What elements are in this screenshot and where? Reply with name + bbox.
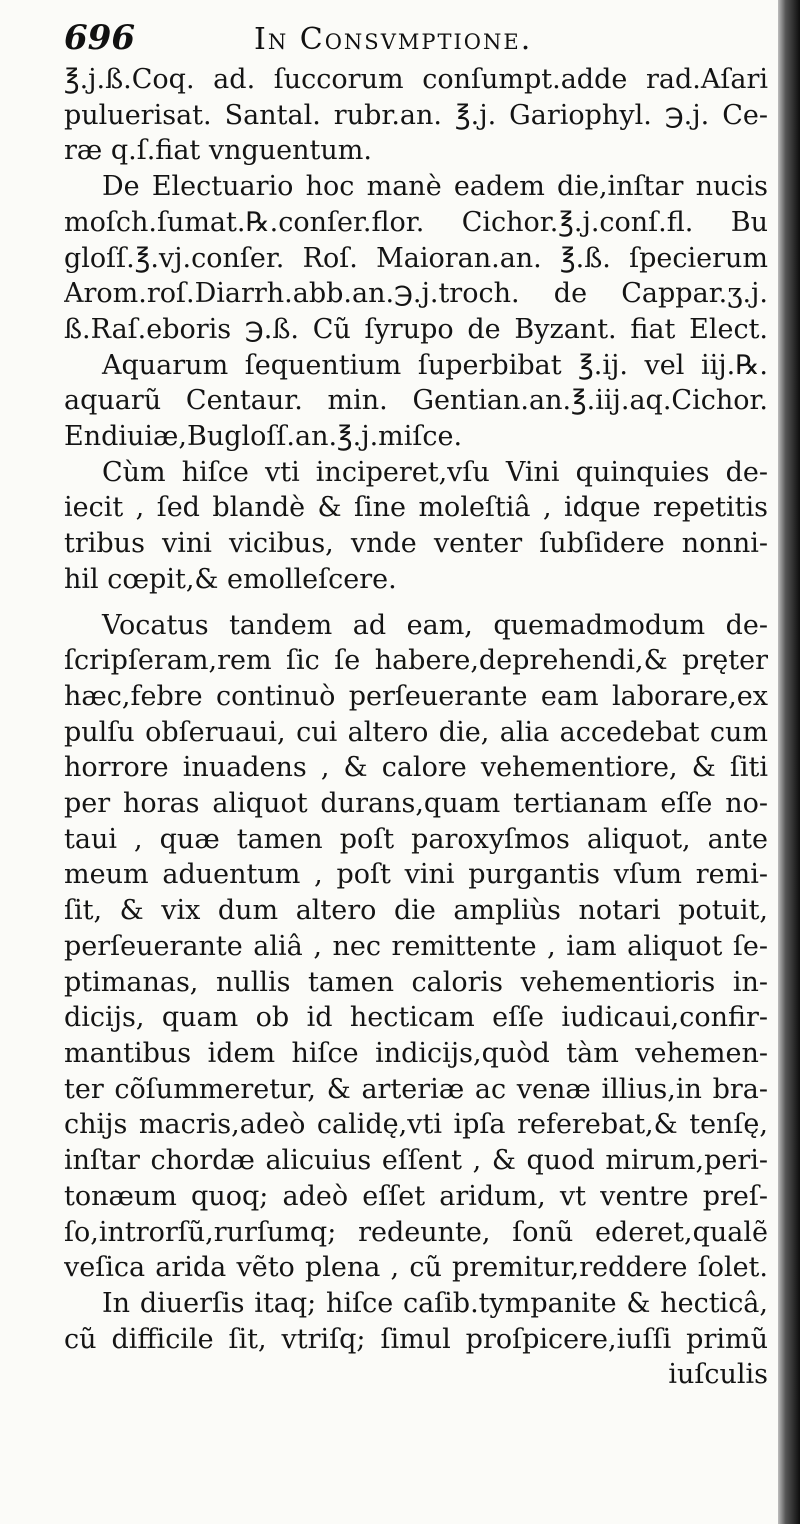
page-edge-shadow: [778, 0, 800, 1524]
text-line: ter cõſummeretur, & arteriæ ac venæ illius,in bra-: [64, 1073, 768, 1105]
text-line: In diuerſis itaq; hiſce caſib.tympanite & hecticâ,: [102, 1287, 768, 1319]
text-line: gloſſ.℥.vj.conſer. Roſ. Maioran.an. ℥.ß. ſpecierum: [64, 242, 768, 274]
body-text: [64, 62, 768, 1393]
page-header: [64, 14, 764, 64]
text-line: ſcripſeram,rem ſic ſe habere,deprehendi,& pręter: [64, 645, 768, 677]
paragraph-gap: [64, 598, 768, 608]
text-line: Arom.roſ.Diarrh.abb.an.℈.j.troch. de Cappar.ʒ.j.: [64, 278, 768, 310]
text-line: De Electuario hoc manè eadem die,inſtar nucis: [102, 171, 768, 203]
text-line: Vocatus tandem ad eam, quemadmodum de-: [102, 609, 768, 641]
text-line: cũ difficile ſit, vtriſq; ſimul proſpicere,iuſſi primũ: [64, 1323, 768, 1355]
text-line: chijs macris,adeò calidę,vti ipſa referebat,& tenſę,: [64, 1109, 768, 1141]
text-line: aquarũ Centaur. min. Gentian.an.℥.iij.aq.Cichor.: [64, 385, 768, 417]
text-line: inſtar chordæ alicuius eſſent , & quod mirum,peri-: [64, 1145, 768, 1177]
text-line: hil cœpit,& emolleſcere.: [64, 563, 397, 595]
text-line: ptimanas, nullis tamen caloris vehementioris in-: [64, 966, 768, 998]
text-line: pulſu obſeruaui, cui altero die, alia accedebat cum: [64, 716, 768, 748]
catchword: iuſculis: [668, 1359, 768, 1391]
page-number: 696: [64, 18, 135, 58]
text-line: meum aduentum , poſt vini purgantis vſum remi-: [64, 859, 768, 891]
text-line: veſica arida vẽto plena , cũ premitur,reddere ſolet.: [64, 1252, 768, 1284]
text-line: puluerisat. Santal. rubr.an. ℥.j. Gariophyl. ℈.j. Ce-: [64, 99, 768, 131]
text-line: Endiuiæ,Bugloſſ.an.℥.j.miſce.: [64, 421, 463, 453]
text-line: tribus vini vicibus, vnde venter ſubſidere nonni-: [64, 528, 768, 560]
text-line: iecit , ſed blandè & ſine moleſtiâ , idque repetitis: [64, 492, 768, 524]
text-line: horrore inuadens , & calore vehementiore, & ſiti: [64, 752, 768, 784]
text-line: ß.Raſ.eboris ℈.ß. Cũ ſyrupo de Byzant. fiat Elect.: [64, 313, 768, 345]
text-line: tonæum quoq; adeò eſſet aridum, vt ventre preſ-: [64, 1180, 768, 1212]
text-line: moſch.ſumat.℞.conſer.flor. Cichor.℥.j.conſ.fl. Bu: [64, 206, 768, 238]
text-line: hæc,febre continuò perſeuerante eam laborare,ex: [64, 680, 768, 712]
text-line: perſeuerante aliâ , nec remittente , iam aliquot ſe-: [64, 930, 768, 962]
text-line: taui , quæ tamen poſt paroxyſmos aliquot, ante: [64, 823, 768, 855]
text-line: mantibus idem hiſce indicijs,quòd tàm vehemen-: [64, 1037, 768, 1069]
text-line: dicijs, quam ob id hecticam eſſe iudicaui,confir-: [64, 1002, 768, 1034]
running-title: In Consvmptione.: [254, 22, 533, 57]
text-line: ræ q.ſ.fiat vnguentum.: [64, 135, 372, 167]
text-line: per horas aliquot durans,quam tertianam eſſe no-: [64, 788, 768, 820]
text-line: ℥.j.ß.Coq. ad. ſuccorum conſumpt.adde rad.Aſari: [64, 64, 768, 95]
text-line: Cùm hiſce vti inciperet,vſu Vini quinquies de-: [102, 456, 768, 488]
text-line: Aquarum ſequentium ſuperbibat ℥.ij. vel iij.℞.: [102, 349, 768, 381]
text-line: ſo,introrſũ,rurſumq; redeunte, ſonũ ederet,qualẽ: [64, 1216, 768, 1248]
text-line: ſit, & vix dum altero die ampliùs notari potuit,: [64, 895, 768, 927]
